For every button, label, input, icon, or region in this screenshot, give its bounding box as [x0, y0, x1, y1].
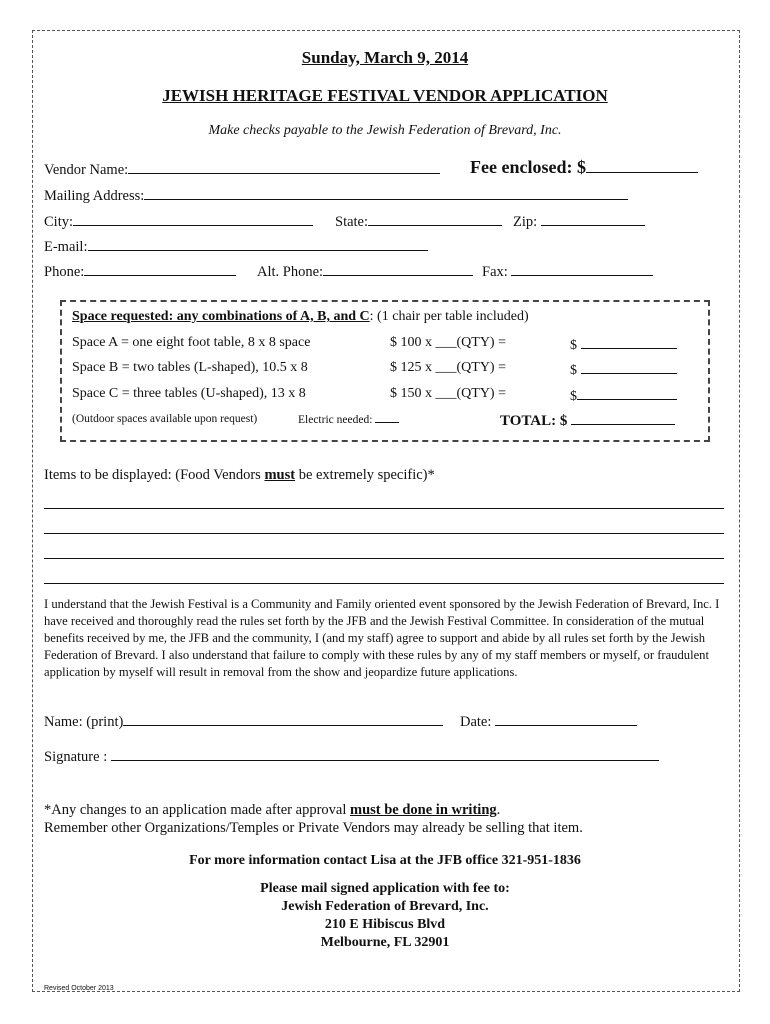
date-field[interactable]	[460, 712, 637, 731]
total-line[interactable]	[571, 411, 675, 425]
space-b-amount-line[interactable]	[581, 360, 677, 374]
fee-enclosed-line[interactable]	[586, 159, 698, 173]
space-b-label: Space B = two tables (L-shaped), 10.5 x 8	[72, 360, 308, 375]
city-line[interactable]	[73, 212, 313, 226]
vendor-name-line[interactable]	[128, 160, 440, 174]
phone-field[interactable]	[44, 262, 236, 281]
name-print-line[interactable]	[123, 712, 443, 726]
total-field[interactable]	[500, 411, 675, 430]
zip-line[interactable]	[541, 212, 645, 226]
items-line-3[interactable]	[44, 558, 724, 559]
space-c-amount-field[interactable]	[570, 386, 677, 405]
changes-note-bold: must be done in writing	[350, 802, 497, 818]
alt-phone-label: Alt. Phone:	[257, 264, 324, 280]
alt-phone-line[interactable]	[323, 262, 473, 276]
remember-note: Remember other Organizations/Temples or Private Vendors may already be selling that item.	[44, 820, 583, 836]
zip-field[interactable]	[513, 212, 645, 231]
mail-line-3: 210 E Hibiscus Blvd	[324, 917, 446, 932]
date-line[interactable]	[495, 712, 637, 726]
space-a-amount-field[interactable]	[570, 335, 677, 354]
space-b-amount-field[interactable]	[570, 360, 677, 379]
space-a-label: Space A = one eight foot table, 8 x 8 space	[72, 335, 311, 350]
checks-note: Make checks payable to the Jewish Federation of Brevard, Inc.	[208, 123, 562, 138]
signature-field[interactable]	[44, 747, 659, 766]
email-line[interactable]	[88, 237, 428, 251]
space-b-price: $ 125 x ___(QTY) =	[390, 360, 506, 375]
space-c-label: Space C = three tables (U-shaped), 13 x 8	[72, 386, 306, 401]
space-a-amount-line[interactable]	[581, 335, 677, 349]
signature-label: Signature :	[44, 749, 108, 765]
items-label-must: must	[264, 467, 296, 483]
changes-note-pre: *Any changes to an application made after approval	[44, 802, 350, 818]
email-label: E-mail:	[44, 239, 88, 255]
phone-line[interactable]	[84, 262, 236, 276]
mail-line-1: Please mail signed application with fee to:	[260, 881, 510, 896]
phone-label: Phone:	[44, 264, 85, 280]
electric-field[interactable]	[298, 413, 399, 426]
date-label: Date:	[460, 714, 492, 730]
outdoor-note: (Outdoor spaces available upon request)	[72, 413, 258, 425]
state-field[interactable]	[335, 212, 502, 231]
form-title: JEWISH HERITAGE FESTIVAL VENDOR APPLICATION	[162, 86, 608, 105]
changes-note	[44, 802, 500, 819]
items-line-1[interactable]	[44, 508, 724, 509]
agreement-paragraph: I understand that the Jewish Festival is a Community and Family oriented event sponsored by the Jewish Federation of Brevard, Inc. I have received and thoroughly read the rules set forth by the JFB and the Jewish Festival Committee. In consideration of the mutual benefits received by me, the JFB and the community, I (and my staff) agree to support and abide by all rules set forth by the Jewish Federation of Brevard. I also understand that failure to comply with these rules by any of my staff members or myself, or fraudulent application by myself will result in removal from the show and jeopardize future applications.	[44, 597, 720, 679]
items-label-pre: Items to be displayed: (Food Vendors	[44, 467, 265, 483]
space-b-dollar: $	[570, 363, 577, 378]
signature-line[interactable]	[111, 747, 659, 761]
space-heading	[72, 309, 529, 325]
space-a-dollar: $	[570, 338, 577, 353]
alt-phone-field[interactable]	[257, 262, 473, 281]
contact-info: For more information contact Lisa at the JFB office 321-951-1836	[189, 853, 581, 868]
fax-line[interactable]	[511, 262, 653, 276]
space-c-price: $ 150 x ___(QTY) =	[390, 386, 506, 401]
fax-field[interactable]	[482, 262, 653, 281]
space-c-amount-line[interactable]	[577, 386, 677, 400]
revised-note: Revised October 2013	[44, 985, 114, 992]
electric-line[interactable]	[375, 413, 399, 423]
state-line[interactable]	[368, 212, 502, 226]
vendor-name-field[interactable]	[44, 160, 440, 179]
space-heading-note: : (1 chair per table included)	[369, 309, 529, 324]
name-print-label: Name: (print)	[44, 714, 124, 730]
mailing-address-label: Mailing Address:	[44, 188, 145, 204]
changes-note-post: .	[496, 802, 501, 818]
items-label	[44, 467, 435, 484]
fee-enclosed-field[interactable]	[470, 157, 698, 178]
space-c-dollar: $	[570, 389, 577, 404]
city-field[interactable]	[44, 212, 313, 231]
mailing-address-field[interactable]	[44, 186, 628, 205]
items-line-4[interactable]	[44, 583, 724, 584]
fee-enclosed-label: Fee enclosed: $	[470, 157, 586, 177]
vendor-name-label: Vendor Name:	[44, 162, 129, 178]
state-label: State:	[335, 214, 369, 230]
city-label: City:	[44, 214, 74, 230]
space-a-price: $ 100 x ___(QTY) =	[390, 335, 506, 350]
total-label: TOTAL: $	[500, 413, 568, 429]
event-date: Sunday, March 9, 2014	[301, 48, 469, 67]
zip-label: Zip:	[513, 214, 538, 230]
mailing-address-line[interactable]	[144, 186, 628, 200]
space-heading-label: Space requested: any combinations of A, B, and C	[72, 309, 370, 324]
mail-line-4: Melbourne, FL 32901	[320, 935, 450, 950]
fax-label: Fax:	[482, 264, 508, 280]
electric-label: Electric needed:	[298, 414, 373, 426]
name-print-field[interactable]	[44, 712, 443, 731]
items-label-post: be extremely specific)*	[295, 467, 435, 483]
items-line-2[interactable]	[44, 533, 724, 534]
email-field[interactable]	[44, 237, 428, 256]
mail-line-2: Jewish Federation of Brevard, Inc.	[281, 899, 489, 914]
